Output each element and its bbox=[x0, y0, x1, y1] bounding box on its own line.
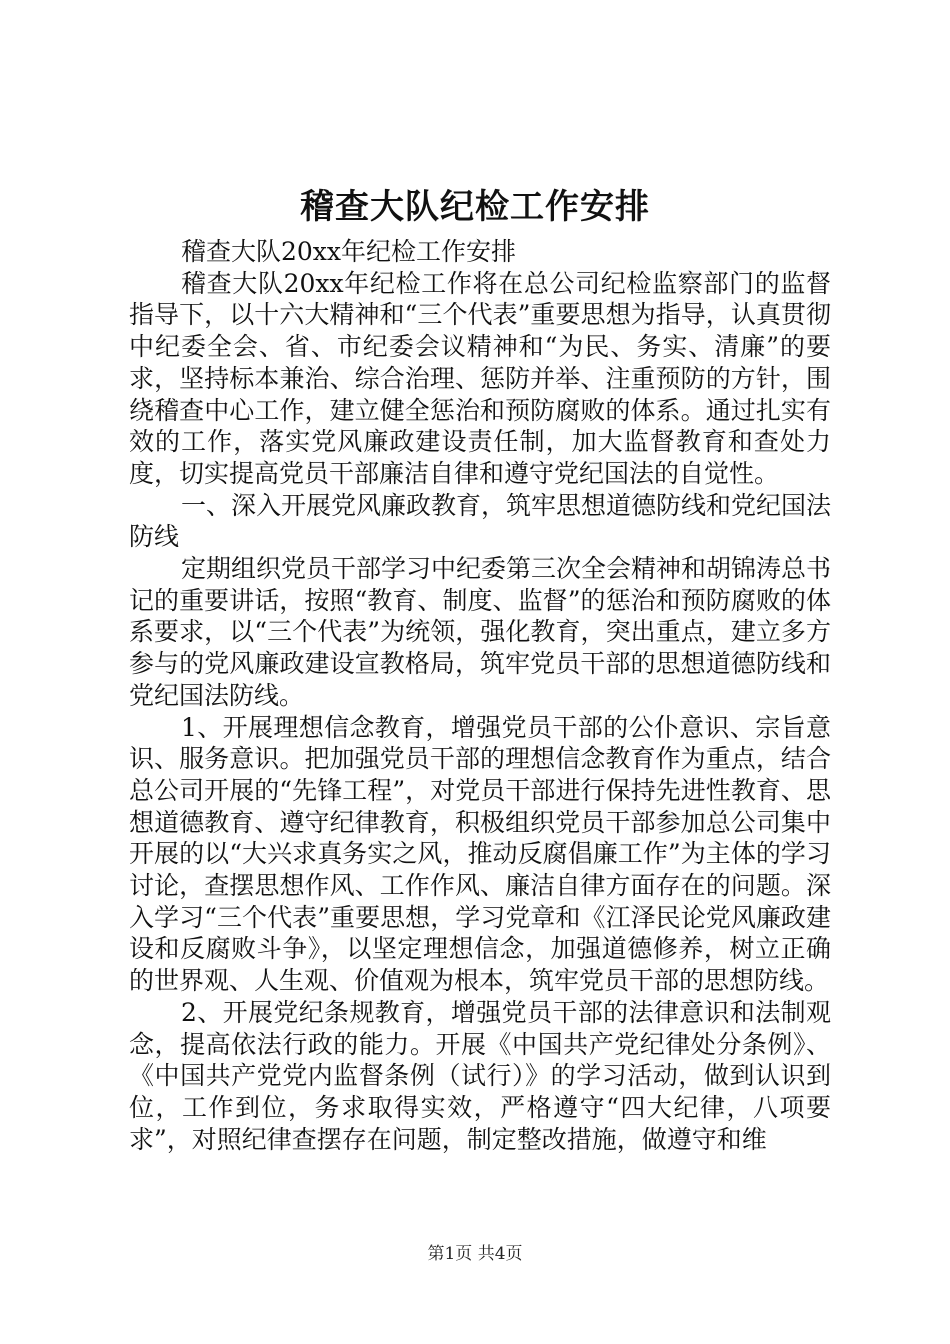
subtitle-paragraph: 稽查大队20xx年纪检工作安排 bbox=[181, 237, 517, 266]
section-1-paragraph: 定期组织党员干部学习中纪委第三次全会精神和胡锦涛总书记的重要讲话，按照“教育、制度、监督”的惩治和预防腐败的体系要求，以“三个代表”为统领，强化教育，突出重点，建立多方参与的党风廉政建设宣教格局，筑牢党员干部的思想道德防线和党纪国法防线。 bbox=[129, 554, 832, 710]
page-number-footer: 第1页 共4页 bbox=[427, 1244, 523, 1264]
intro-paragraph: 稽查大队20xx年纪检工作将在总公司纪检监察部门的监督指导下，以十六大精神和“三个代表”重要思想为指导，认真贯彻中纪委全会、省、市纪委会议精神和“为民、务实、清廉”的要求，坚持标本兼治、综合治理、惩防并举、注重预防的方针，围绕稽查中心工作，建立健全惩治和预防腐败的体系。通过扎实有效的工作，落实党风廉政建设责任制，加大监督教育和查处力度，切实提高党员干部廉洁自律和遵守党纪国法的自觉性。 bbox=[129, 268, 831, 488]
document-title: 稽查大队纪检工作安排 bbox=[300, 187, 650, 227]
section-heading-1: 一、深入开展党风廉政教育，筑牢思想道德防线和党纪国法防线 bbox=[129, 490, 832, 552]
document-body bbox=[129, 236, 831, 1155]
item-2-paragraph: 2、开展党纪条规教育，增强党员干部的法律意识和法制观念，提高依法行政的能力。开展《中国共产党纪律处分条例》、《中国共产党党内监督条例（试行）》的学习活动，做到认识到位，工作到位，务求取得实效，严格遵守“四大纪律，八项要求”，对照纪律查摆存在问题，制定整改措施，做遵守和维 bbox=[129, 997, 831, 1154]
item-1-paragraph: 1、开展理想信念教育，增强党员干部的公仆意识、宗旨意识、服务意识。把加强党员干部的理想信念教育作为重点，结合总公司开展的“先锋工程”，对党员干部进行保持先进性教育、思想道德教育、遵守纪律教育，积极组织党员干部参加总公司集中开展的以“大兴求真务实之风，推动反腐倡廉工作”为主体的学习讨论，查摆思想作风、工作作风、廉洁自律方面存在的问题。深入学习“三个代表”重要思想，学习党章和《江泽民论党风廉政建设和反腐败斗争》，以坚定理想信念，加强道德修养，树立正确的世界观、人生观、价值观为根本，筑牢党员干部的思想防线。 bbox=[129, 712, 831, 996]
